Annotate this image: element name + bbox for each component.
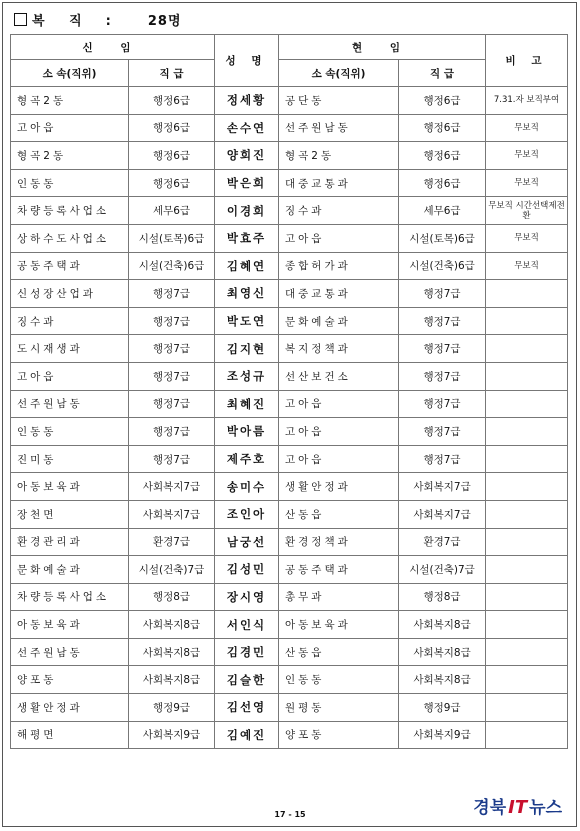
remarks-cell: 무보직 — [486, 224, 568, 252]
section-heading — [14, 10, 182, 29]
current-grade-header: 직 급 — [399, 60, 486, 87]
remarks-cell: 7.31.자 보직부여 — [486, 87, 568, 115]
table-row — [11, 473, 568, 501]
new-grade-cell: 행정7급 — [129, 445, 215, 473]
current-dept-cell: 공단동 — [279, 87, 399, 115]
current-grade-cell: 사회복지9급 — [399, 721, 486, 749]
table-row — [11, 694, 568, 722]
current-grade-cell: 행정6급 — [399, 142, 486, 170]
remarks-cell — [486, 528, 568, 556]
table-row — [11, 307, 568, 335]
logo-text-a: 경북 — [473, 798, 507, 818]
current-dept-cell: 아동보육과 — [279, 611, 399, 639]
current-dept-cell: 복지정책과 — [279, 335, 399, 363]
table-row — [11, 556, 568, 584]
name-cell: 박도연 — [215, 307, 279, 335]
table-row — [11, 87, 568, 115]
new-dept-cell: 형곡2동 — [11, 142, 129, 170]
current-grade-cell: 행정7급 — [399, 307, 486, 335]
new-dept-cell: 상하수도사업소 — [11, 224, 129, 252]
name-cell: 최혜진 — [215, 390, 279, 418]
personnel-table — [10, 34, 568, 749]
new-dept-cell: 인동동 — [11, 169, 129, 197]
remarks-cell — [486, 694, 568, 722]
current-dept-cell: 대중교통과 — [279, 280, 399, 308]
current-dept-cell: 양포동 — [279, 721, 399, 749]
current-grade-cell: 환경7급 — [399, 528, 486, 556]
checkbox-square-icon — [14, 13, 27, 26]
new-grade-cell: 행정7급 — [129, 390, 215, 418]
remarks-cell: 무보직 — [486, 142, 568, 170]
remarks-cell — [486, 445, 568, 473]
current-dept-cell: 대중교통과 — [279, 169, 399, 197]
new-grade-cell: 행정6급 — [129, 87, 215, 115]
name-header: 성 명 — [215, 35, 279, 87]
new-dept-cell: 장천면 — [11, 500, 129, 528]
table-row — [11, 500, 568, 528]
new-grade-cell: 시설(건축)6급 — [129, 252, 215, 280]
new-grade-cell: 세무6급 — [129, 197, 215, 225]
logo-text-it: IT — [508, 797, 528, 818]
remarks-cell — [486, 556, 568, 584]
table-row — [11, 197, 568, 225]
current-dept-cell: 생활안정과 — [279, 473, 399, 501]
name-cell: 김예진 — [215, 721, 279, 749]
remarks-cell — [486, 335, 568, 363]
current-dept-cell: 형곡2동 — [279, 142, 399, 170]
current-dept-cell: 총무과 — [279, 583, 399, 611]
table-row — [11, 528, 568, 556]
current-grade-cell: 행정7급 — [399, 335, 486, 363]
current-grade-cell: 사회복지7급 — [399, 500, 486, 528]
current-grade-cell: 행정8급 — [399, 583, 486, 611]
new-grade-cell: 시설(토목)6급 — [129, 224, 215, 252]
remarks-cell: 무보직 — [486, 169, 568, 197]
new-dept-cell: 생활안정과 — [11, 694, 129, 722]
name-cell: 김경민 — [215, 638, 279, 666]
new-grade-cell: 행정7급 — [129, 418, 215, 446]
current-grade-cell: 행정9급 — [399, 694, 486, 722]
current-dept-cell: 고아읍 — [279, 418, 399, 446]
table-row — [11, 445, 568, 473]
table-row — [11, 418, 568, 446]
name-cell: 김성민 — [215, 556, 279, 584]
new-dept-cell: 해평면 — [11, 721, 129, 749]
current-grade-cell: 행정7급 — [399, 362, 486, 390]
new-grade-cell: 행정7급 — [129, 307, 215, 335]
table-row — [11, 638, 568, 666]
table-row — [11, 252, 568, 280]
current-grade-cell: 시설(토목)6급 — [399, 224, 486, 252]
table-row — [11, 335, 568, 363]
current-grade-cell: 행정6급 — [399, 87, 486, 115]
new-dept-cell: 차량등록사업소 — [11, 583, 129, 611]
current-grade-cell: 행정7급 — [399, 280, 486, 308]
heading-label: 복 직 — [32, 14, 92, 29]
new-grade-cell: 사회복지9급 — [129, 721, 215, 749]
name-cell: 김슬한 — [215, 666, 279, 694]
current-grade-cell: 세무6급 — [399, 197, 486, 225]
new-grade-cell: 사회복지7급 — [129, 473, 215, 501]
current-dept-cell: 징수과 — [279, 197, 399, 225]
new-grade-cell: 행정6급 — [129, 169, 215, 197]
remarks-cell: 무보직 — [486, 252, 568, 280]
new-grade-cell: 사회복지8급 — [129, 666, 215, 694]
new-dept-cell: 양포동 — [11, 666, 129, 694]
current-dept-cell: 산동읍 — [279, 638, 399, 666]
remarks-cell — [486, 473, 568, 501]
table-row — [11, 280, 568, 308]
new-dept-cell: 차량등록사업소 — [11, 197, 129, 225]
name-cell: 김선영 — [215, 694, 279, 722]
name-cell: 박은희 — [215, 169, 279, 197]
table-row — [11, 224, 568, 252]
remarks-header: 비 고 — [486, 35, 568, 87]
current-dept-cell: 종합허가과 — [279, 252, 399, 280]
new-grade-cell: 행정9급 — [129, 694, 215, 722]
new-dept-cell: 형곡2동 — [11, 87, 129, 115]
name-cell: 장시영 — [215, 583, 279, 611]
remarks-cell — [486, 390, 568, 418]
new-dept-cell: 선주원남동 — [11, 390, 129, 418]
new-dept-cell: 아동보육과 — [11, 611, 129, 639]
remarks-cell — [486, 638, 568, 666]
table-row — [11, 721, 568, 749]
current-dept-cell: 선주원남동 — [279, 114, 399, 142]
current-grade-cell: 행정6급 — [399, 169, 486, 197]
new-dept-cell: 진미동 — [11, 445, 129, 473]
new-dept-cell: 환경관리과 — [11, 528, 129, 556]
name-cell: 김지현 — [215, 335, 279, 363]
name-cell: 송미수 — [215, 473, 279, 501]
remarks-cell: 무보직 시간선택제전환 — [486, 197, 568, 225]
table-row — [11, 362, 568, 390]
current-dept-cell: 환경정책과 — [279, 528, 399, 556]
remarks-cell: 무보직 — [486, 114, 568, 142]
new-dept-cell: 문화예술과 — [11, 556, 129, 584]
current-dept-cell: 원평동 — [279, 694, 399, 722]
new-grade-cell: 환경7급 — [129, 528, 215, 556]
name-cell: 정세황 — [215, 87, 279, 115]
remarks-cell — [486, 362, 568, 390]
name-cell: 조성규 — [215, 362, 279, 390]
current-grade-cell: 시설(건축)6급 — [399, 252, 486, 280]
page-number: 17 - 15 — [274, 810, 306, 819]
remarks-cell — [486, 583, 568, 611]
heading-count: 28명 — [147, 14, 182, 29]
table-row — [11, 583, 568, 611]
new-dept-cell: 공동주택과 — [11, 252, 129, 280]
current-grade-cell: 사회복지8급 — [399, 638, 486, 666]
new-grade-cell: 행정6급 — [129, 142, 215, 170]
current-dept-cell: 공동주택과 — [279, 556, 399, 584]
current-grade-cell: 시설(건축)7급 — [399, 556, 486, 584]
current-grade-cell: 행정7급 — [399, 418, 486, 446]
new-grade-header: 직 급 — [129, 60, 215, 87]
current-grade-cell: 사회복지8급 — [399, 611, 486, 639]
current-grade-cell: 행정7급 — [399, 445, 486, 473]
name-cell: 박효주 — [215, 224, 279, 252]
new-grade-cell: 사회복지8급 — [129, 638, 215, 666]
remarks-cell — [486, 280, 568, 308]
table-row — [11, 114, 568, 142]
new-grade-cell: 행정7급 — [129, 280, 215, 308]
remarks-cell — [486, 418, 568, 446]
new-grade-cell: 행정6급 — [129, 114, 215, 142]
name-cell: 박아름 — [215, 418, 279, 446]
name-cell: 김혜연 — [215, 252, 279, 280]
current-grade-cell: 사회복지7급 — [399, 473, 486, 501]
new-grade-cell: 행정7급 — [129, 362, 215, 390]
table-row — [11, 390, 568, 418]
current-dept-cell: 인동동 — [279, 666, 399, 694]
table-row — [11, 142, 568, 170]
current-dept-cell: 고아읍 — [279, 445, 399, 473]
name-cell: 조인아 — [215, 500, 279, 528]
new-dept-cell: 고아읍 — [11, 114, 129, 142]
table-row — [11, 666, 568, 694]
header-row-top — [11, 35, 568, 60]
new-dept-cell: 징수과 — [11, 307, 129, 335]
new-dept-cell: 선주원남동 — [11, 638, 129, 666]
new-grade-cell: 시설(건축)7급 — [129, 556, 215, 584]
new-dept-header: 소 속(직위) — [11, 60, 129, 87]
new-grade-cell: 사회복지7급 — [129, 500, 215, 528]
remarks-cell — [486, 721, 568, 749]
news-logo — [473, 793, 562, 818]
new-dept-cell: 인동동 — [11, 418, 129, 446]
current-dept-cell: 고아읍 — [279, 224, 399, 252]
name-cell: 최영신 — [215, 280, 279, 308]
current-grade-cell: 사회복지8급 — [399, 666, 486, 694]
new-grade-cell: 행정8급 — [129, 583, 215, 611]
header-row-sub — [11, 60, 568, 87]
current-dept-header: 소 속(직위) — [279, 60, 399, 87]
new-grade-cell: 행정7급 — [129, 335, 215, 363]
remarks-cell — [486, 307, 568, 335]
current-grade-cell: 행정7급 — [399, 390, 486, 418]
new-dept-cell: 도시재생과 — [11, 335, 129, 363]
name-cell: 양희진 — [215, 142, 279, 170]
remarks-cell — [486, 666, 568, 694]
table-row — [11, 611, 568, 639]
current-dept-cell: 문화예술과 — [279, 307, 399, 335]
name-cell: 제주호 — [215, 445, 279, 473]
current-dept-cell: 고아읍 — [279, 390, 399, 418]
name-cell: 서인식 — [215, 611, 279, 639]
new-dept-cell: 신성장산업과 — [11, 280, 129, 308]
name-cell: 손수연 — [215, 114, 279, 142]
new-dept-cell: 아동보육과 — [11, 473, 129, 501]
table-row — [11, 169, 568, 197]
new-dept-cell: 고아읍 — [11, 362, 129, 390]
new-grade-cell: 사회복지8급 — [129, 611, 215, 639]
current-dept-cell: 선산보건소 — [279, 362, 399, 390]
remarks-cell — [486, 500, 568, 528]
current-grade-cell: 행정6급 — [399, 114, 486, 142]
name-cell: 남궁선 — [215, 528, 279, 556]
new-assignment-header: 신 임 — [11, 35, 215, 60]
heading-colon: : — [105, 14, 112, 29]
logo-text-b: 뉴스 — [529, 798, 562, 818]
current-assignment-header: 현 임 — [279, 35, 486, 60]
current-dept-cell: 산동읍 — [279, 500, 399, 528]
name-cell: 이경희 — [215, 197, 279, 225]
remarks-cell — [486, 611, 568, 639]
